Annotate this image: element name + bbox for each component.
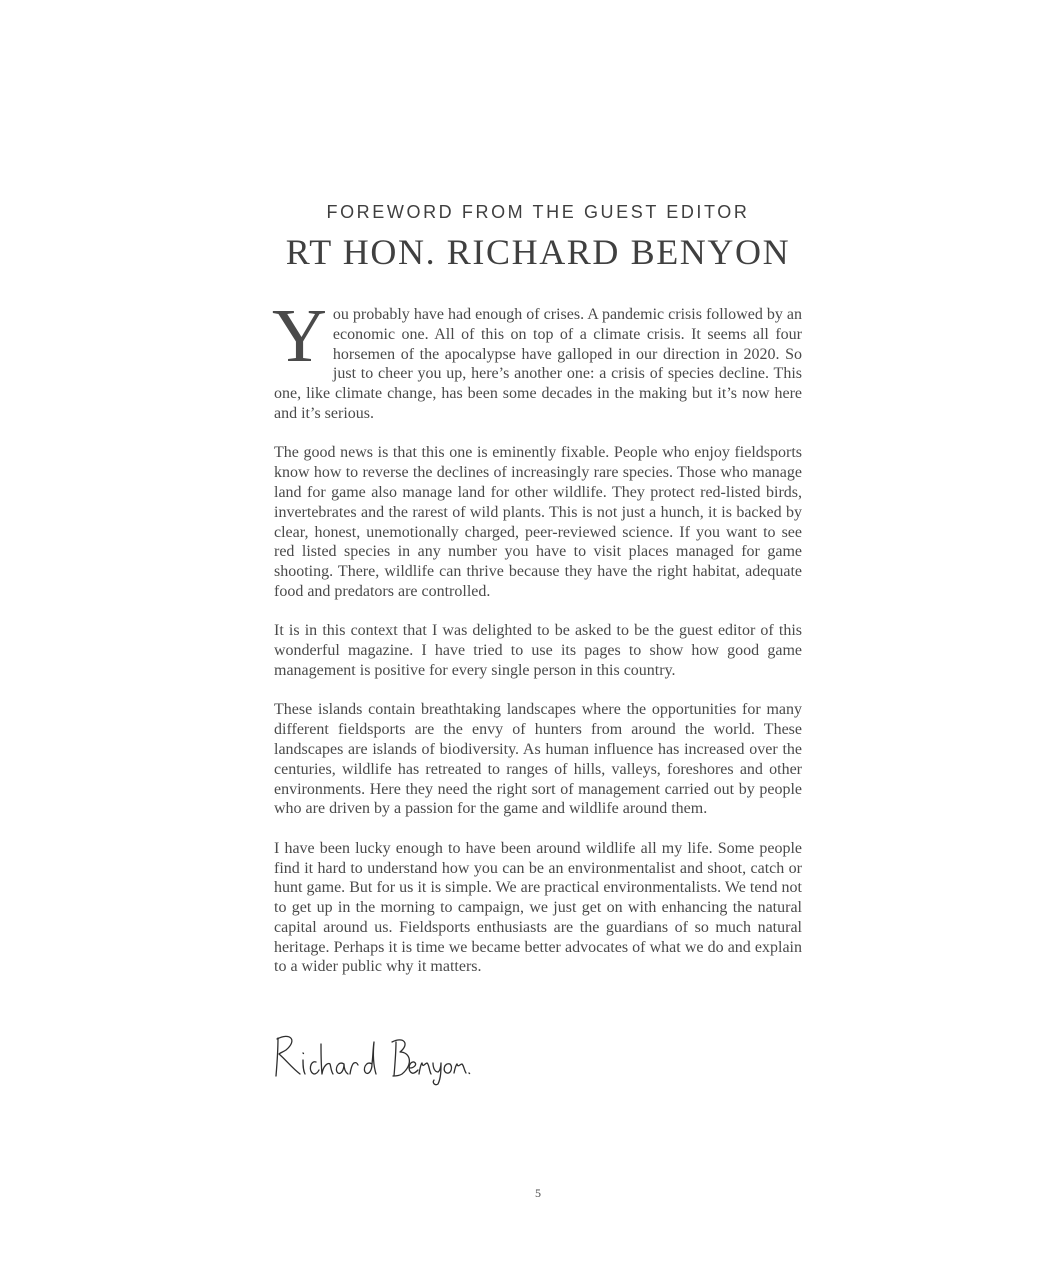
paragraph-3: It is in this context that I was delighted to be asked to be the guest editor of this wonderful magazine. I have tried to use its pages to show how good game management is positive for every single person in this country. — [274, 622, 802, 679]
paragraph-1-text: ou probably have had enough of crises. A pandemic crisis followed by an economic one. All of this on top of a climate crisis. It seems all four horsemen of the apocalypse have galloped in our direction in 2020. So just to cheer you up, here’s another one: a crisis of species decline. This one, like climate change, has been some decades in the making but it’s now here and it’s serious. — [274, 306, 802, 422]
paragraph-4: These islands contain breathtaking landscapes where the opportunities for many different fieldsports are the envy of hunters from around the world. These landscapes are islands of biodiversity. As human influence has increased over the centuries, wildlife has retreated to ranges of hills, valleys, foreshores and other environments. Here they need the right sort of management carried out by people who are driven by a passion for the game and wildlife around them. — [274, 701, 802, 818]
section-kicker: FOREWORD FROM THE GUEST EDITOR — [326, 202, 750, 222]
page-title: RT HON. RICHARD BENYON — [285, 232, 791, 272]
article-body — [272, 294, 802, 997]
paragraph-2: The good news is that this one is eminently fixable. People who enjoy fieldsports know how to reverse the declines of increasingly rare species. Those who manage land for game also manage land for other wildlife. They protect red-listed birds, invertebrates and the rarest of wild plants. This is not just a hunch, it is backed by clear, honest, unemotionally charged, peer-reviewed science. If you want to see red listed species in any number you have to visit places managed for game shooting. There, wildlife can thrive because they have the right habitat, adequate food and predators are controlled. — [274, 444, 802, 600]
paragraph-1 — [272, 294, 802, 424]
article-header — [274, 200, 802, 272]
drop-cap: Y — [272, 294, 327, 378]
page-number: 5 — [535, 1186, 541, 1200]
paragraph-5: I have been lucky enough to have been around wildlife all my life. Some people find it hard to understand how you can be an environmentalist and shoot, catch or hunt game. But for us it is simple. We are practical environmentalists. We tend not to get up in the morning to campaign, we just get on with enhancing the natural capital around us. Fieldsports enthusiasts are the guardians of so much natural heritage. Perhaps it is time we became better advocates of what we do and explain to a wider public why it matters. — [274, 839, 802, 976]
handwritten-signature — [272, 1030, 472, 1086]
